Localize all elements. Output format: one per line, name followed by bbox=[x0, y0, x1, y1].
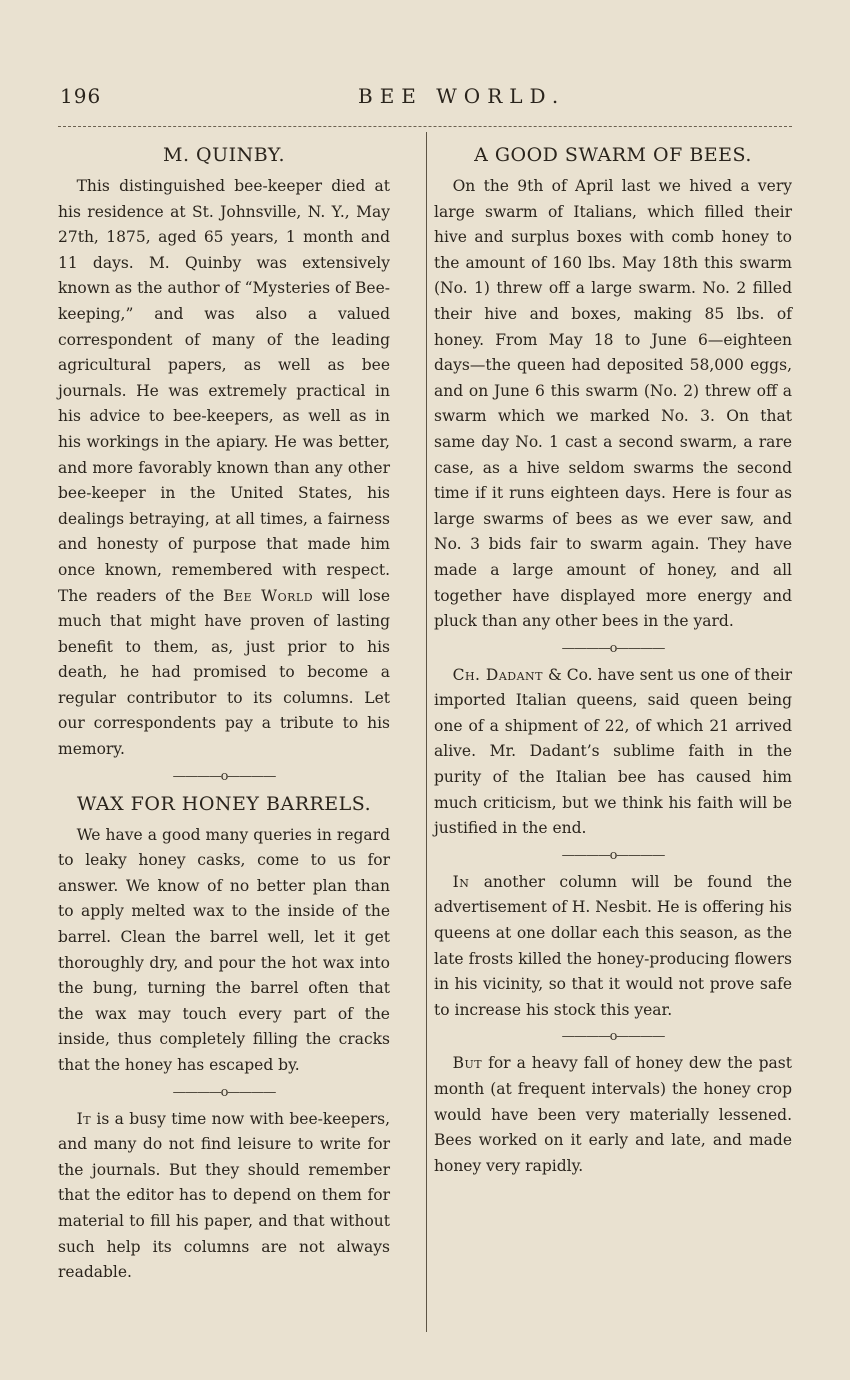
note-dadant: Ch. Dadant & Co. have sent us one of their imported Italian queens, said queen being one of a shipment of 22, of which 21 arrived alive. Mr. Dadant’s sublime faith in the purity of the Italian bee has caused him much criticism, but we think his faith will be justified in the end. bbox=[434, 665, 793, 838]
note-honey-dew: But for a heavy fall of honey dew the past month (at frequent intervals) the honey crop would have been very materially lessened. Bees worked on it early and late, and made honey very rapidly. bbox=[434, 1054, 792, 1175]
separator: ————o———— bbox=[172, 1084, 276, 1100]
article-body-swarm: On the 9th of April last we hived a very large swarm of Italians, which filled their hive and surplus boxes with comb honey to the amount of 160 lbs. May 18th this swarm (No. 1) threw off a large swarm. No. 2 filled their hive and boxes, making 85 lbs. of honey. From May 18 to June 6—eighteen days—the queen had deposited 58,000 eggs, and on June 6 this swarm (No. 2) threw off a swarm which we marked No. 3. On that same day No. 1 cast a second swarm, a rare case, as a hive seldom swarms the second time if it runs eighteen days. Here is four as large swarms of bees as we ever saw, and No. 3 bids fair to swarm again. They have made a large amount of honey, and all together have displayed more energy and pluck than any other bees in the yard. bbox=[434, 177, 792, 631]
article-title-wax: WAX FOR HONEY BARRELS. bbox=[76, 792, 372, 815]
article-title-quinby: M. QUINBY. bbox=[162, 144, 285, 166]
separator: ————o———— bbox=[561, 640, 665, 656]
note-nesbit: In another column will be found the advertisement of H. Nesbit. He is offering his queens at one dollar each this season, as the late frosts killed the honey-producing flowers in his vicinity, so that it would not prove safe to increase his stock this year. bbox=[434, 872, 792, 1019]
article-title-swarm: A GOOD SWARM OF BEES. bbox=[474, 144, 752, 166]
column-divider bbox=[426, 132, 427, 1332]
lead-word: Ch. Dadant bbox=[452, 665, 544, 684]
page-header bbox=[58, 84, 790, 114]
left-column bbox=[58, 140, 390, 1286]
journal-title: BEE WORLD. bbox=[358, 84, 566, 108]
separator: ————o———— bbox=[172, 768, 276, 784]
note-busy-time: It is a busy time now with bee-keepers, and many do not find leisure to write for the journals. But they should remember that the editor has to depend on them for material to fill his paper, and that without such help its columns are not always readable. bbox=[58, 1109, 390, 1282]
right-column bbox=[434, 140, 792, 1179]
article-body-quinby: This distinguished bee-keeper died at his residence at St. Johnsville, N. Y., May 27th, 1875, aged 65 years, 1 month and 11 days. M. Quinby was extensively known as the author of “Mysteries of Bee-keeping,” and was also a valued correspondent of many of the leading agricultural papers, as well as bee journals. He was extremely practical in his advice to bee-keepers, as well as in his workings in the apiary. He was better, and more favorably known than any other bee-keeper in the United States, his dealings betraying, at all times, a fairness and honesty of purpose that made him once known, remembered with respect. The readers of the Bee World will lose much that might have proven of lasting benefit to them, as, just prior to his death, he had promised to become a regular contributor to its columns. Let our correspondents pay a tribute to his memory. bbox=[58, 177, 391, 759]
lead-word: But bbox=[452, 1054, 483, 1073]
journal-name-inline: Bee World bbox=[223, 586, 314, 605]
page-number: 196 bbox=[60, 84, 102, 108]
article-body-wax: We have a good many queries in regard to leaky honey casks, come to us for answer. We know of no better plan than to apply melted wax to the inside of the barrel. Clean the barrel well, let it get thoroughly dry, and pour the hot wax into the bung, turning the barrel often that the wax may touch every part of the inside, thus completely filling the cracks that the honey has escaped by. bbox=[58, 825, 390, 1074]
lead-word: In bbox=[452, 872, 470, 891]
separator: ————o———— bbox=[561, 1029, 665, 1045]
header-rule bbox=[58, 126, 792, 127]
separator: ————o———— bbox=[561, 847, 665, 863]
lead-word: It bbox=[76, 1109, 92, 1128]
